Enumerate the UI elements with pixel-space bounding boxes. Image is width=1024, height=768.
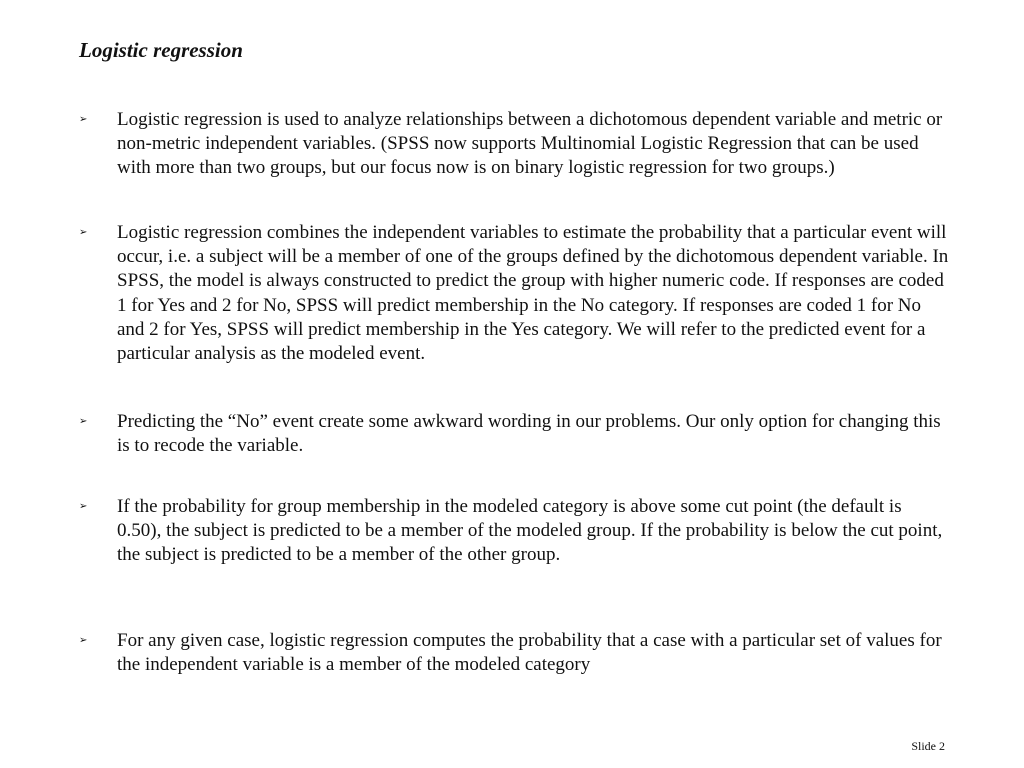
bullet-text: For any given case, logistic regression computes the probability that a case with a particular set of values for the independent variable is a member of the modeled category bbox=[117, 630, 942, 676]
bullet-text: If the probability for group membership in the modeled category is above some cut point (the default is 0.50), the subject is predicted to be a member of the modeled group. If the probability is below the cut point, the subject is predicted to be a member of the other group. bbox=[117, 496, 943, 566]
arrow-bullet-icon: ➢ bbox=[79, 501, 88, 512]
bullet-text: Predicting the “No” event create some awkward wording in our problems. Our only option for changing this is to recode the variable. bbox=[117, 411, 941, 457]
bullet-text: Logistic regression is used to analyze relationships between a dichotomous dependent variable and metric or non-metric independent variables. (SPSS now supports Multinomial Logistic Regression that can be used with more than two groups, but our focus now is on binary logistic regression for two groups.) bbox=[117, 109, 943, 179]
slide-number: Slide 2 bbox=[911, 739, 945, 753]
arrow-bullet-icon: ➢ bbox=[79, 635, 88, 646]
arrow-bullet-icon: ➢ bbox=[79, 227, 88, 238]
bullet-text: Logistic regression combines the independent variables to estimate the probability that a particular event will occur, i.e. a subject will be a member of one of the groups defined by the dichotomous dependent variable. In SPSS, the model is always constructed to predict the group with higher numeric code. If responses are coded 1 for Yes and 2 for No, SPSS will predict membership in the No category. If responses are coded 1 for No and 2 for Yes, SPSS will predict membership in the Yes category. We will refer to the predicted event for a particular analysis as the modeled event. bbox=[117, 222, 949, 365]
slide-title: Logistic regression bbox=[79, 38, 243, 62]
arrow-bullet-icon: ➢ bbox=[79, 416, 88, 427]
arrow-bullet-icon: ➢ bbox=[79, 114, 88, 125]
